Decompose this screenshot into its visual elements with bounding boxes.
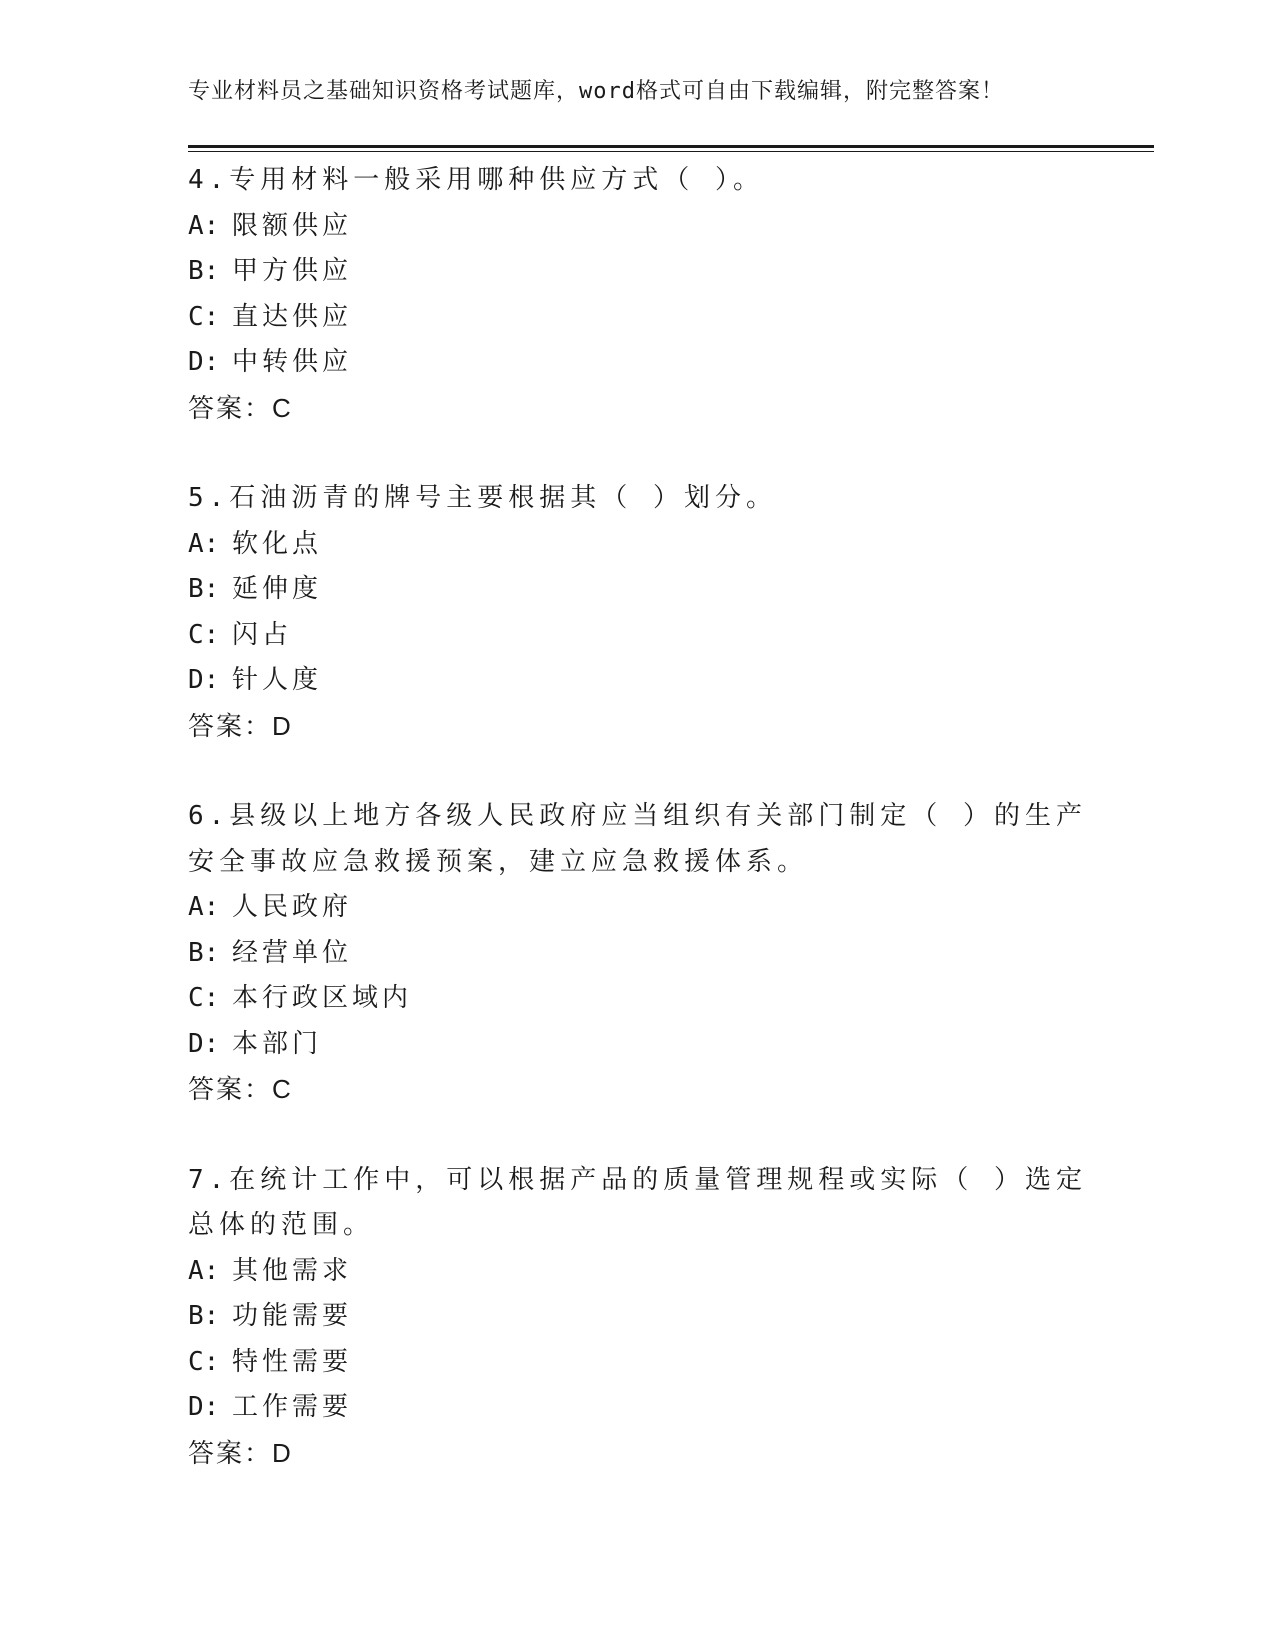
- question-7: [188, 1158, 1088, 1477]
- option-text: 闪占: [232, 619, 293, 650]
- question-5: [188, 476, 1088, 749]
- option-b: [188, 1294, 1088, 1340]
- option-key: D:: [188, 347, 220, 377]
- option-d: [188, 340, 1088, 386]
- option-a: [188, 1249, 1088, 1295]
- option-key: D:: [188, 665, 220, 695]
- question-list: [188, 158, 1088, 1476]
- option-key: B:: [188, 574, 220, 604]
- option-key: A:: [188, 892, 220, 922]
- option-d: [188, 1385, 1088, 1431]
- option-key: B:: [188, 256, 220, 286]
- option-text: 经营单位: [232, 937, 353, 968]
- option-text: 人民政府: [232, 892, 353, 922]
- option-a: [188, 522, 1088, 568]
- header-divider: [188, 145, 1154, 152]
- option-key: A:: [188, 528, 220, 559]
- option-b: [188, 567, 1088, 613]
- option-c: [188, 976, 1088, 1022]
- option-a: [188, 885, 1088, 931]
- option-key: C:: [188, 983, 220, 1013]
- option-text: 限额供应: [232, 210, 353, 241]
- answer-line: 答案：D: [188, 1437, 293, 1468]
- option-a: [188, 204, 1088, 250]
- option-text: 特性需要: [232, 1346, 353, 1377]
- option-text: 中转供应: [232, 347, 353, 377]
- option-text: 甲方供应: [232, 256, 353, 286]
- question-4: [188, 158, 1088, 431]
- option-text: 本行政区域内: [232, 983, 413, 1013]
- option-key: C:: [188, 301, 220, 332]
- option-text: 延伸度: [232, 574, 323, 604]
- option-key: A:: [188, 1255, 220, 1286]
- option-d: [188, 1022, 1088, 1068]
- option-text: 其他需求: [232, 1255, 353, 1286]
- page-header: 专业材料员之基础知识资格考试题库，word格式可自由下载编辑，附完整答案！: [188, 79, 1004, 104]
- option-text: 本部门: [232, 1028, 323, 1059]
- option-text: 直达供应: [232, 301, 353, 332]
- option-b: [188, 931, 1088, 977]
- option-b: [188, 249, 1088, 295]
- option-key: B:: [188, 1301, 220, 1331]
- option-text: 针人度: [232, 665, 323, 695]
- option-key: A:: [188, 210, 220, 241]
- option-text: 软化点: [232, 528, 323, 559]
- option-key: D:: [188, 1028, 220, 1059]
- answer-line: 答案：D: [188, 710, 293, 741]
- answer-line: 答案：C: [188, 392, 293, 423]
- option-text: 工作需要: [232, 1392, 353, 1422]
- option-key: C:: [188, 619, 220, 650]
- question-stem: 4.专用材料一般采用哪种供应方式（ ）。: [188, 165, 764, 195]
- option-c: [188, 1340, 1088, 1386]
- option-key: B:: [188, 937, 220, 968]
- option-text: 功能需要: [232, 1301, 353, 1331]
- option-c: [188, 295, 1088, 341]
- question-6: [188, 794, 1088, 1113]
- option-key: D:: [188, 1392, 220, 1422]
- option-d: [188, 658, 1088, 704]
- option-c: [188, 613, 1088, 659]
- question-stem: 5.石油沥青的牌号主要根据其（ ）划分。: [188, 483, 777, 513]
- answer-line: 答案：C: [188, 1074, 293, 1104]
- question-stem: 6.县级以上地方各级人民政府应当组织有关部门制定（ ）的生产安全事故应急救援预案，建立应急救援体系。: [188, 801, 1087, 877]
- question-stem: 7.在统计工作中，可以根据产品的质量管理规程或实际（ ）选定总体的范围。: [188, 1164, 1087, 1240]
- option-key: C:: [188, 1346, 220, 1377]
